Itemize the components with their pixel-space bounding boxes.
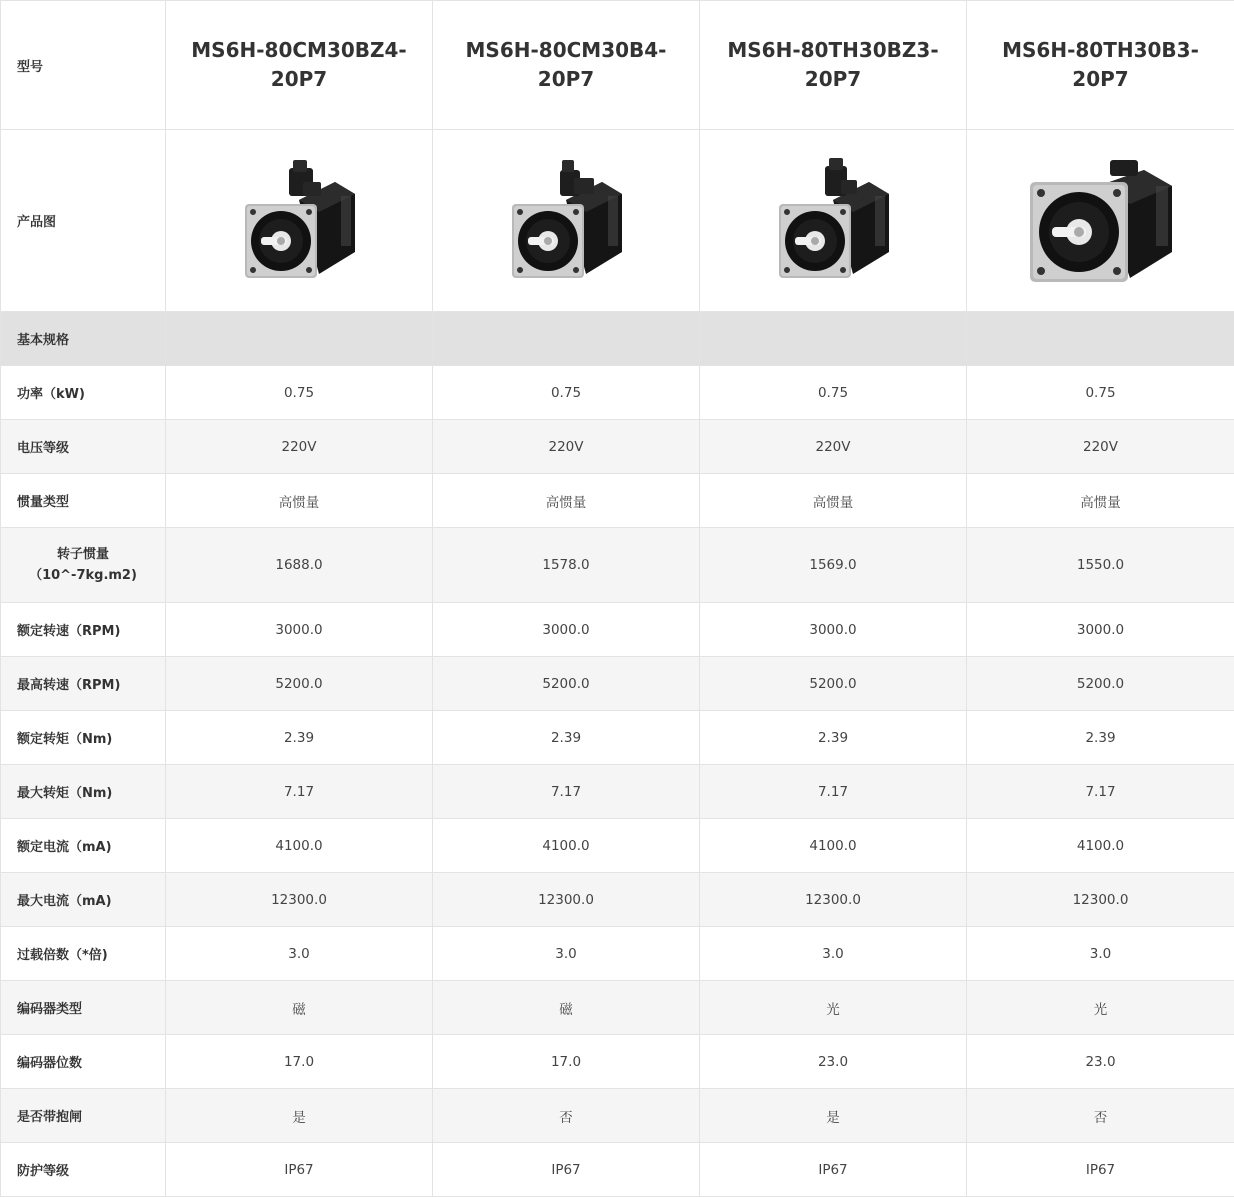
spec-value: 1688.0 [166, 528, 433, 603]
spec-label: 额定转速（RPM) [1, 603, 166, 657]
spec-row-rated-torque [1, 711, 1234, 765]
spec-value: 3.0 [967, 927, 1234, 981]
spec-value: 光 [967, 981, 1234, 1035]
spec-value: 磁 [433, 981, 700, 1035]
spec-value: 否 [433, 1089, 700, 1143]
section-fill [166, 312, 433, 366]
spec-value: IP67 [166, 1143, 433, 1197]
spec-label: 最大电流（mA) [1, 873, 166, 927]
spec-row-voltage [1, 420, 1234, 474]
spec-value: 12300.0 [166, 873, 433, 927]
spec-value: 0.75 [433, 366, 700, 420]
servo-motor-image [771, 156, 895, 286]
spec-value: 是 [166, 1089, 433, 1143]
spec-row-overload [1, 927, 1234, 981]
spec-value: 3.0 [700, 927, 967, 981]
spec-label: 编码器位数 [1, 1035, 166, 1089]
section-row [1, 312, 1234, 366]
spec-row-rated-current [1, 819, 1234, 873]
spec-row-inertia-type [1, 474, 1234, 528]
model-label: 型号 [1, 1, 166, 130]
spec-value: IP67 [700, 1143, 967, 1197]
spec-value: 磁 [166, 981, 433, 1035]
spec-value: 17.0 [433, 1035, 700, 1089]
spec-value: 7.17 [166, 765, 433, 819]
spec-value: 5200.0 [967, 657, 1234, 711]
spec-row-encoder-type [1, 981, 1234, 1035]
servo-motor-image [1026, 156, 1176, 286]
section-fill [700, 312, 967, 366]
spec-value: 2.39 [700, 711, 967, 765]
spec-row-rotor-inertia [1, 528, 1234, 603]
spec-value: 1550.0 [967, 528, 1234, 603]
spec-label: 是否带抱闸 [1, 1089, 166, 1143]
spec-value: 3000.0 [433, 603, 700, 657]
product-image-cell [967, 130, 1234, 312]
spec-value: 2.39 [433, 711, 700, 765]
spec-value: 1569.0 [700, 528, 967, 603]
spec-value: 220V [700, 420, 967, 474]
spec-label: 额定转矩（Nm) [1, 711, 166, 765]
spec-row-power [1, 366, 1234, 420]
spec-value: 12300.0 [700, 873, 967, 927]
spec-label: 电压等级 [1, 420, 166, 474]
spec-row-protection [1, 1143, 1234, 1197]
spec-value: 220V [967, 420, 1234, 474]
spec-value: 7.17 [967, 765, 1234, 819]
spec-value: 否 [967, 1089, 1234, 1143]
spec-value: 23.0 [700, 1035, 967, 1089]
model-name: MS6H-80CM30BZ4-20P7 [166, 1, 433, 130]
spec-label: 转子惯量（10^-7kg.m2) [1, 528, 166, 603]
section-fill [967, 312, 1234, 366]
spec-label: 过载倍数（*倍) [1, 927, 166, 981]
spec-value: 4100.0 [967, 819, 1234, 873]
spec-value: 12300.0 [433, 873, 700, 927]
spec-value: 4100.0 [166, 819, 433, 873]
spec-value: 1578.0 [433, 528, 700, 603]
spec-value: 高惯量 [700, 474, 967, 528]
spec-label: 最大转矩（Nm) [1, 765, 166, 819]
spec-value: 2.39 [166, 711, 433, 765]
model-name: MS6H-80CM30B4-20P7 [433, 1, 700, 130]
spec-value: 0.75 [166, 366, 433, 420]
spec-value: 7.17 [700, 765, 967, 819]
spec-value: 3000.0 [166, 603, 433, 657]
spec-row-encoder-bits [1, 1035, 1234, 1089]
spec-label: 功率（kW) [1, 366, 166, 420]
spec-value: 是 [700, 1089, 967, 1143]
spec-value: 5200.0 [700, 657, 967, 711]
spec-value: 光 [700, 981, 967, 1035]
model-name: MS6H-80TH30BZ3-20P7 [700, 1, 967, 130]
spec-value: 3000.0 [967, 603, 1234, 657]
product-image-cell [433, 130, 700, 312]
spec-label: 惯量类型 [1, 474, 166, 528]
product-image-cell [166, 130, 433, 312]
spec-value: 高惯量 [166, 474, 433, 528]
spec-value: 5200.0 [166, 657, 433, 711]
spec-row-max-torque [1, 765, 1234, 819]
spec-value: 220V [166, 420, 433, 474]
model-row [1, 1, 1234, 130]
spec-row-brake [1, 1089, 1234, 1143]
spec-value: IP67 [967, 1143, 1234, 1197]
spec-label: 防护等级 [1, 1143, 166, 1197]
model-name: MS6H-80TH30B3-20P7 [967, 1, 1234, 130]
spec-value: 3.0 [433, 927, 700, 981]
spec-row-rated-speed [1, 603, 1234, 657]
spec-value: 17.0 [166, 1035, 433, 1089]
spec-value: 0.75 [700, 366, 967, 420]
spec-value: 0.75 [967, 366, 1234, 420]
image-label: 产品图 [1, 130, 166, 312]
section-fill [433, 312, 700, 366]
spec-label: 最高转速（RPM) [1, 657, 166, 711]
spec-value: 12300.0 [967, 873, 1234, 927]
spec-label: 额定电流（mA) [1, 819, 166, 873]
spec-value: 7.17 [433, 765, 700, 819]
spec-row-max-current [1, 873, 1234, 927]
spec-row-max-speed [1, 657, 1234, 711]
spec-value: 4100.0 [433, 819, 700, 873]
spec-value: 高惯量 [433, 474, 700, 528]
spec-value: IP67 [433, 1143, 700, 1197]
spec-value: 高惯量 [967, 474, 1234, 528]
spec-value: 3.0 [166, 927, 433, 981]
spec-value: 23.0 [967, 1035, 1234, 1089]
spec-value: 220V [433, 420, 700, 474]
spec-label: 编码器类型 [1, 981, 166, 1035]
spec-value: 4100.0 [700, 819, 967, 873]
servo-motor-image [237, 156, 361, 286]
image-row [1, 130, 1234, 312]
spec-value: 5200.0 [433, 657, 700, 711]
servo-motor-image [504, 156, 628, 286]
section-title: 基本规格 [1, 312, 166, 366]
product-image-cell [700, 130, 967, 312]
spec-value: 2.39 [967, 711, 1234, 765]
spec-value: 3000.0 [700, 603, 967, 657]
